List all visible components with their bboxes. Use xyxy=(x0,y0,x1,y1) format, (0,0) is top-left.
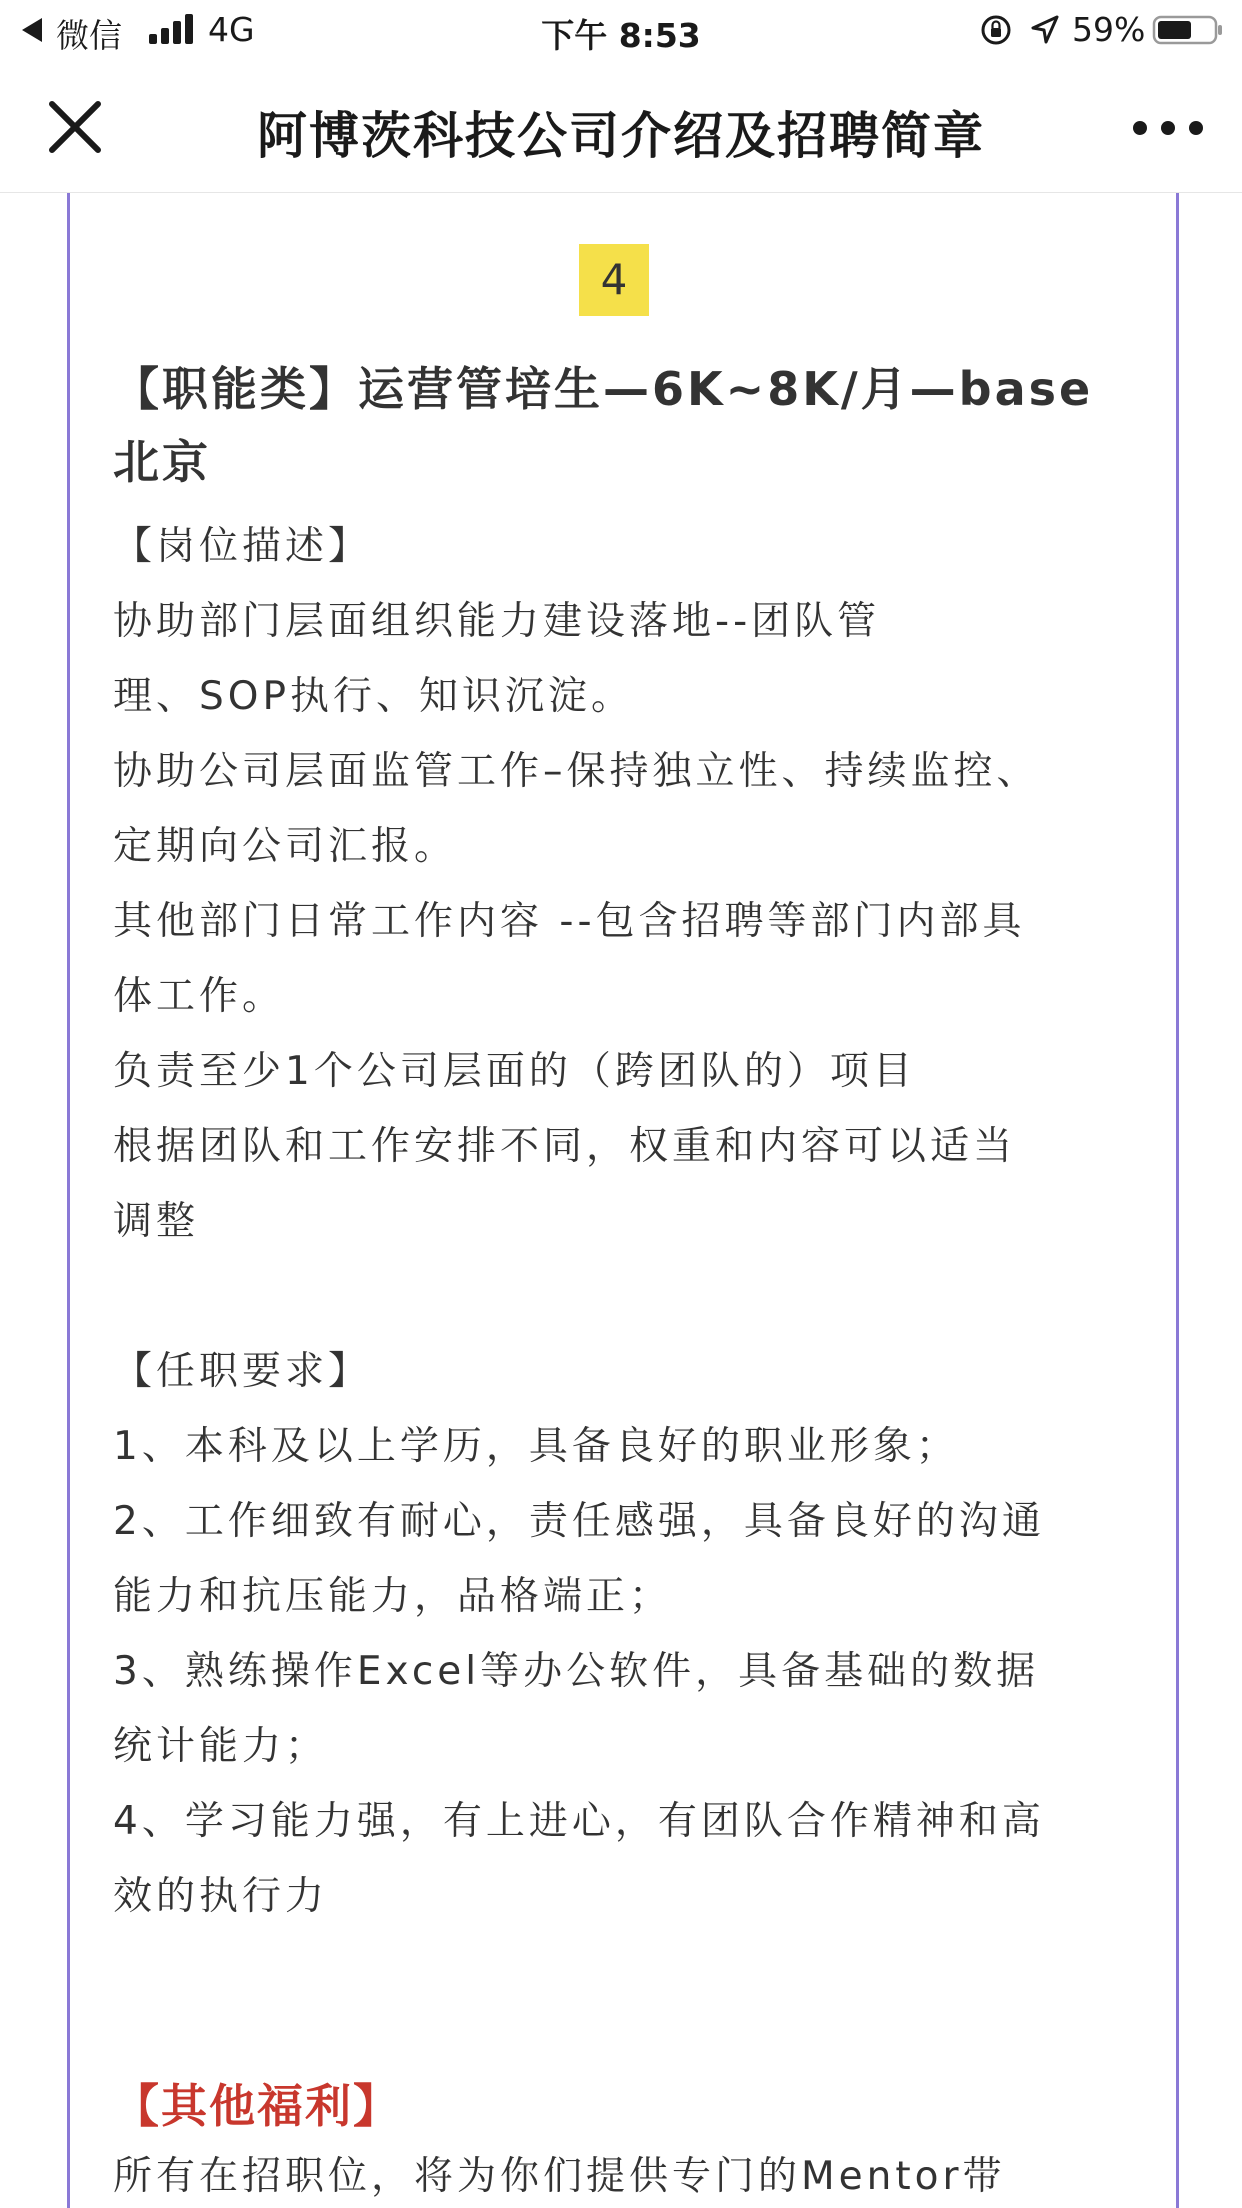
description-line: 负责至少1个公司层面的（跨团队的）项目 xyxy=(113,1049,916,1094)
job-title-line: 北京 xyxy=(113,435,211,489)
job-title xyxy=(113,353,1143,499)
orientation-lock-icon xyxy=(980,14,1012,46)
description-line: 根据团队和工作安排不同，权重和内容可以适当 xyxy=(113,1124,1017,1169)
page-title: 阿博茨科技公司介绍及招聘简章 xyxy=(257,107,985,165)
description-heading: 【岗位描述】 xyxy=(113,524,372,569)
requirement-line: 4、学习能力强，有上进心，有团队合作精神和高 xyxy=(113,1799,1045,1844)
description-line: 定期向公司汇报。 xyxy=(113,824,458,869)
battery-icon xyxy=(1152,14,1224,46)
network-type: 4G xyxy=(208,10,255,49)
more-dots-icon[interactable] xyxy=(1130,110,1206,146)
article-content xyxy=(67,193,1179,2208)
benefits-line: 所有在招职位，将为你们提供专门的Mentor带 xyxy=(113,2154,1006,2199)
requirement-line: 统计能力； xyxy=(113,1724,329,1769)
status-bar xyxy=(0,0,1242,62)
status-time: 下午 8:53 xyxy=(541,16,701,55)
requirements-heading: 【任职要求】 xyxy=(113,1349,372,1394)
location-icon xyxy=(1030,14,1060,46)
close-icon[interactable] xyxy=(44,96,106,158)
description-line: 其他部门日常工作内容 --包含招聘等部门内部具 xyxy=(113,899,1026,944)
description-line: 体工作。 xyxy=(113,974,286,1019)
description-line: 理、SOP执行、知识沉淀。 xyxy=(113,674,634,719)
job-title-line: 【职能类】运营管培生—6K~8K/月—base xyxy=(113,362,1094,416)
requirement-line: 2、工作细致有耐心，责任感强，具备良好的沟通 xyxy=(113,1499,1045,1544)
section-number-badge: 4 xyxy=(579,244,649,316)
navigation-bar xyxy=(0,62,1242,193)
carrier-label[interactable]: 微信 xyxy=(56,16,122,55)
requirement-line: 能力和抗压能力，品格端正； xyxy=(113,1574,673,1619)
requirement-line: 3、熟练操作Excel等办公软件，具备基础的数据 xyxy=(113,1649,1040,1694)
benefits-heading: 【其他福利】 xyxy=(113,2079,401,2133)
description-line: 调整 xyxy=(113,1199,200,1244)
description-line: 协助公司层面监管工作–保持独立性、持续监控、 xyxy=(113,749,1040,794)
requirement-line: 效的执行力 xyxy=(113,1874,329,1919)
description-line: 协助部门层面组织能力建设落地--团队管 xyxy=(113,599,881,644)
battery-percent: 59% xyxy=(1072,10,1146,49)
requirement-line: 1、本科及以上学历，具备良好的职业形象； xyxy=(113,1424,959,1469)
